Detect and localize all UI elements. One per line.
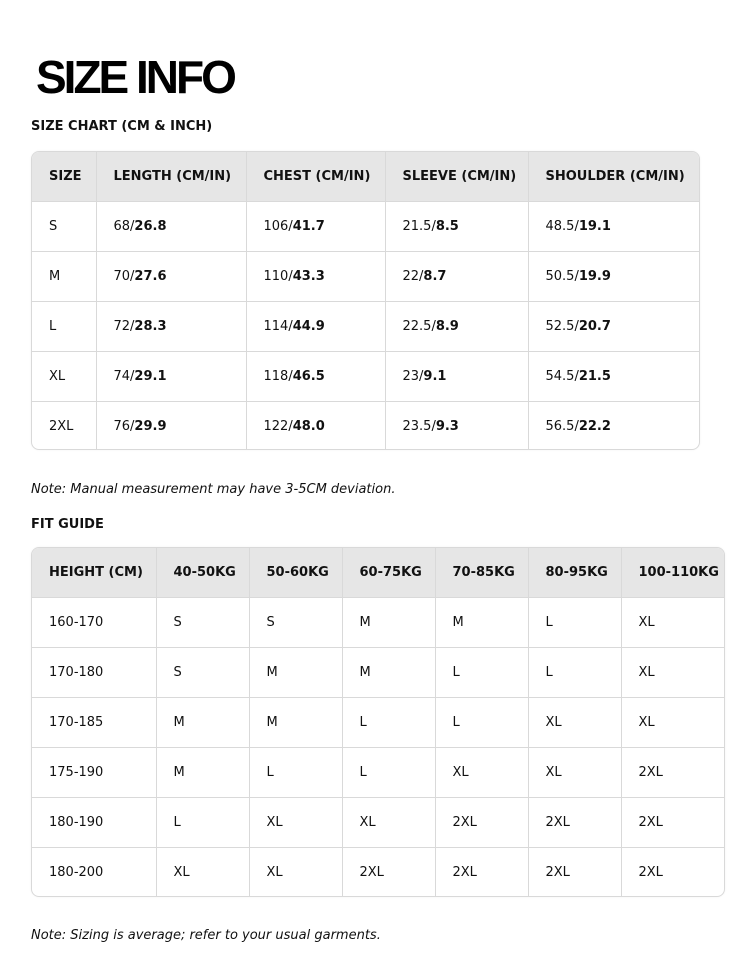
size-cell: XL <box>32 351 96 401</box>
cm-value: 76/ <box>113 418 135 434</box>
fit-size-cell: XL <box>156 847 249 897</box>
inch-value: 27.6 <box>134 268 167 284</box>
cm-value: 110/ <box>263 268 293 284</box>
fit-size-cell: S <box>249 597 342 647</box>
inch-value: 29.1 <box>134 368 167 384</box>
measurement-cell <box>385 301 528 351</box>
inch-value: 46.5 <box>292 368 325 384</box>
fit-size-cell: L <box>435 697 528 747</box>
fit-size-cell: 2XL <box>342 847 435 897</box>
measurement-cell <box>96 251 246 301</box>
measurement-cell <box>96 401 246 450</box>
table-row <box>32 697 724 747</box>
fit-size-cell: 2XL <box>528 797 621 847</box>
fit-size-cell: L <box>342 747 435 797</box>
fit-size-cell: 2XL <box>638 864 663 880</box>
fit-guide-table <box>32 548 724 897</box>
table-row <box>32 351 699 401</box>
fit-size-cell: L <box>528 647 621 697</box>
column-header: SIZE <box>32 152 96 201</box>
column-header: 80-95KG <box>528 548 621 597</box>
table-row <box>32 301 699 351</box>
inch-value: 19.9 <box>578 268 611 284</box>
height-cell: 170-180 <box>32 647 156 697</box>
size-chart-note: Note: Manual measurement may have 3-5CM deviation. <box>31 482 396 497</box>
height-cell: 180-190 <box>32 797 156 847</box>
column-header: SLEEVE (CM/IN) <box>385 152 528 201</box>
column-header: SHOULDER (CM/IN) <box>528 152 699 201</box>
measurement-cell <box>528 351 699 401</box>
fit-size-cell: M <box>156 747 249 797</box>
fit-size-cell: L <box>435 647 528 697</box>
measurement-cell <box>246 351 385 401</box>
height-cell: 180-200 <box>32 847 156 897</box>
cm-value: 122/ <box>263 418 293 434</box>
inch-value: 20.7 <box>578 318 611 334</box>
size-cell: 2XL <box>32 401 96 450</box>
cm-value: 56.5/ <box>545 418 579 434</box>
cm-value: 21.5/ <box>402 218 436 234</box>
table-row <box>32 647 724 697</box>
cm-value: 50.5/ <box>545 268 579 284</box>
fit-size-cell: S <box>156 647 249 697</box>
size-chart-label: SIZE CHART (CM & INCH) <box>31 119 213 134</box>
table-row <box>32 847 724 897</box>
page-title: SIZE INFO <box>36 51 234 103</box>
table-row <box>32 797 724 847</box>
column-header: 70-85KG <box>435 548 528 597</box>
size-cell: M <box>32 251 96 301</box>
cm-value: 48.5/ <box>545 218 579 234</box>
inch-value: 9.1 <box>423 368 447 384</box>
inch-value: 29.9 <box>134 418 167 434</box>
inch-value: 8.5 <box>435 218 459 234</box>
fit-size-cell: M <box>249 697 342 747</box>
fit-guide-header-row <box>32 548 724 597</box>
inch-value: 48.0 <box>292 418 325 434</box>
cm-value: 52.5/ <box>545 318 579 334</box>
measurement-cell <box>246 201 385 251</box>
fit-size-cell: 2XL <box>435 797 528 847</box>
column-header: 60-75KG <box>342 548 435 597</box>
column-header: CHEST (CM/IN) <box>246 152 385 201</box>
fit-size-cell: L <box>249 747 342 797</box>
fit-size-cell: L <box>156 797 249 847</box>
fit-size-cell: XL <box>435 747 528 797</box>
cm-value: 106/ <box>263 218 293 234</box>
fit-size-cell: 2XL <box>528 847 621 897</box>
inch-value: 26.8 <box>134 218 167 234</box>
fit-size-cell: XL <box>621 647 724 697</box>
height-cell: 170-185 <box>32 697 156 747</box>
inch-value: 22.2 <box>578 418 611 434</box>
inch-value: 9.3 <box>435 418 459 434</box>
measurement-cell <box>96 201 246 251</box>
fit-size-cell: M <box>249 647 342 697</box>
height-cell: 160-170 <box>32 597 156 647</box>
inch-value: 43.3 <box>292 268 325 284</box>
fit-size-cell: XL <box>528 747 621 797</box>
cm-value: 22/ <box>402 268 424 284</box>
measurement-cell <box>246 401 385 450</box>
fit-size-cell: M <box>342 647 435 697</box>
table-row <box>32 747 724 797</box>
cm-value: 114/ <box>263 318 293 334</box>
fit-size-cell: 2XL <box>435 847 528 897</box>
cm-value: 68/ <box>113 218 135 234</box>
column-header: LENGTH (CM/IN) <box>96 152 246 201</box>
cm-value: 72/ <box>113 318 135 334</box>
table-row <box>32 401 699 450</box>
cm-value: 22.5/ <box>402 318 436 334</box>
cm-value: 54.5/ <box>545 368 579 384</box>
measurement-cell <box>385 351 528 401</box>
measurement-cell <box>385 401 528 450</box>
fit-size-cell: S <box>156 597 249 647</box>
inch-value: 44.9 <box>292 318 325 334</box>
column-header: 40-50KG <box>156 548 249 597</box>
inch-value: 8.9 <box>435 318 459 334</box>
cm-value: 70/ <box>113 268 135 284</box>
fit-size-cell: M <box>435 597 528 647</box>
measurement-cell <box>96 301 246 351</box>
measurement-cell <box>528 201 699 251</box>
fit-guide-table-container <box>31 547 725 897</box>
fit-guide-note: Note: Sizing is average; refer to your usual garments. <box>31 928 381 943</box>
measurement-cell <box>528 301 699 351</box>
fit-guide-label: FIT GUIDE <box>31 517 104 532</box>
column-header: HEIGHT (CM) <box>32 548 156 597</box>
size-chart-table <box>32 152 699 450</box>
fit-size-cell: XL <box>528 697 621 747</box>
fit-size-cell: XL <box>342 797 435 847</box>
size-chart-header-row <box>32 152 699 201</box>
column-header: 50-60KG <box>249 548 342 597</box>
size-cell: L <box>32 301 96 351</box>
measurement-cell <box>96 351 246 401</box>
height-cell: 175-190 <box>32 747 156 797</box>
measurement-cell <box>528 251 699 301</box>
measurement-cell <box>246 251 385 301</box>
table-row <box>32 201 699 251</box>
table-row <box>32 251 699 301</box>
measurement-cell <box>246 301 385 351</box>
inch-value: 41.7 <box>292 218 325 234</box>
inch-value: 21.5 <box>578 368 611 384</box>
measurement-cell <box>385 251 528 301</box>
size-cell: S <box>32 201 96 251</box>
fit-size-cell: XL <box>621 597 724 647</box>
column-header: 100-110KG <box>621 548 724 597</box>
cm-value: 74/ <box>113 368 135 384</box>
table-row <box>32 597 724 647</box>
fit-size-cell: 2XL <box>621 797 724 847</box>
fit-size-cell: M <box>156 697 249 747</box>
size-chart-table-container <box>31 151 700 450</box>
measurement-cell <box>528 401 699 450</box>
fit-size-cell: XL <box>621 697 724 747</box>
fit-size-cell: L <box>342 697 435 747</box>
inch-value: 19.1 <box>578 218 611 234</box>
fit-size-cell: M <box>342 597 435 647</box>
fit-size-cell: 2XL <box>621 747 724 797</box>
fit-size-cell: XL <box>249 847 342 897</box>
measurement-cell <box>385 201 528 251</box>
cm-value: 118/ <box>263 368 293 384</box>
cm-value: 23/ <box>402 368 424 384</box>
inch-value: 8.7 <box>423 268 447 284</box>
inch-value: 28.3 <box>134 318 167 334</box>
fit-size-cell: L <box>528 597 621 647</box>
cm-value: 23.5/ <box>402 418 436 434</box>
fit-size-cell: XL <box>249 797 342 847</box>
